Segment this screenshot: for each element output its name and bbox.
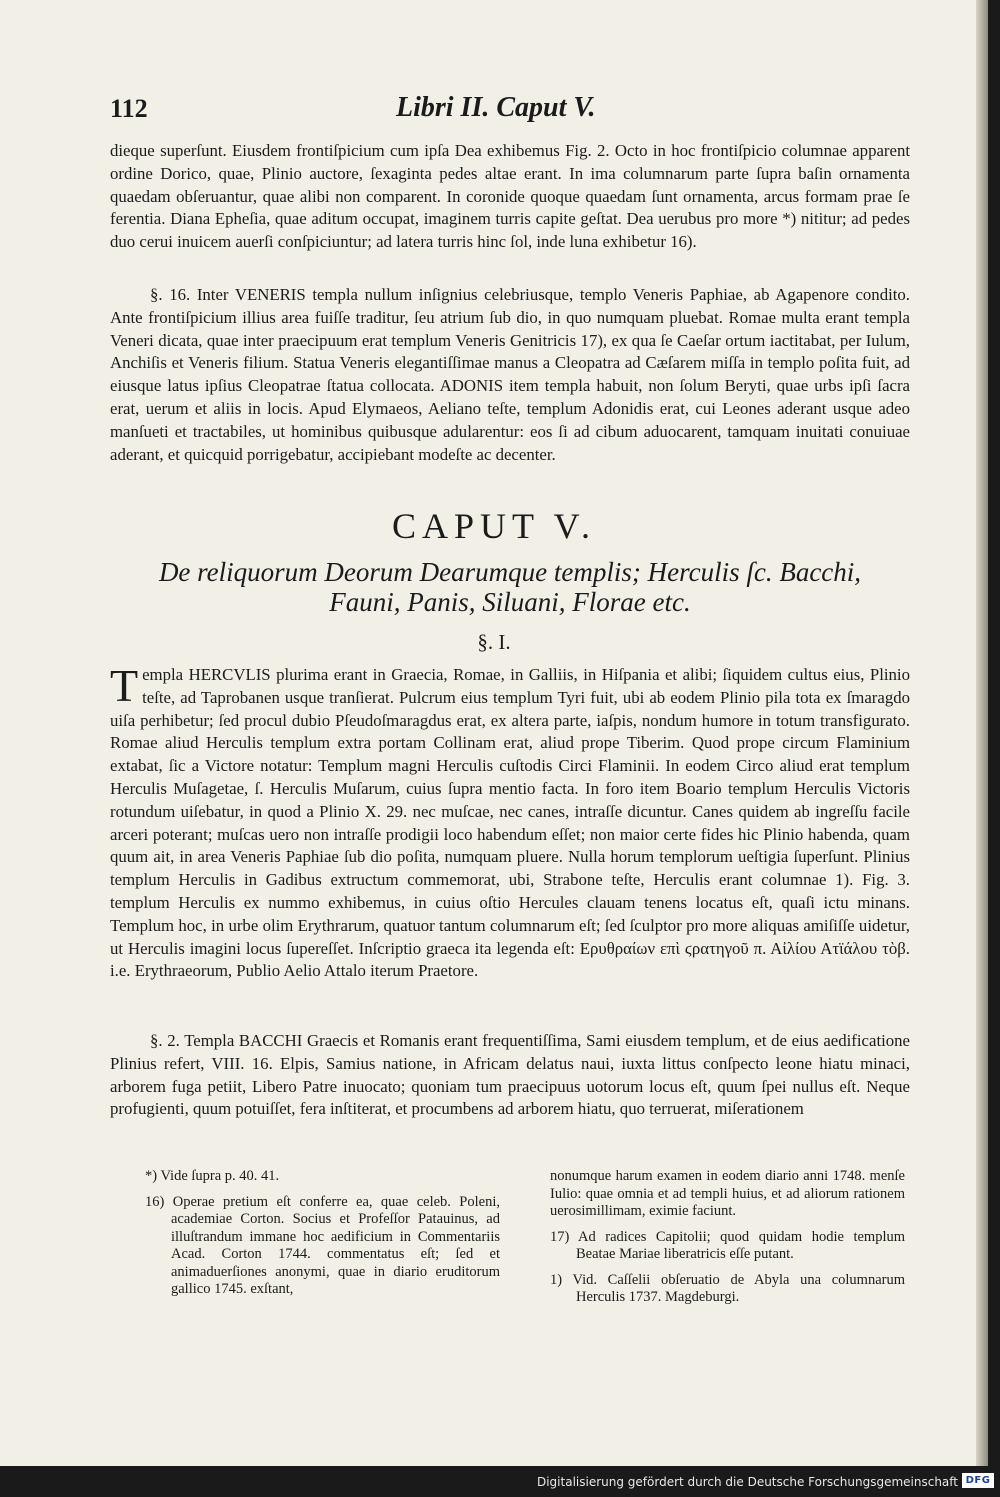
section-1-body bbox=[110, 660, 910, 983]
chapter-subtitle-line-2: Fauni, Panis, Siluani, Florae etc. bbox=[329, 587, 691, 617]
dfg-logo-icon: DFG bbox=[962, 1473, 994, 1488]
footnotes-right-column bbox=[550, 1168, 905, 1315]
footnote-continuation: nonumque harum examen in eodem diario anni 1748. menſe Iulio: quae omnia et ad templi huius, et ad aliorum rationem uerosimillimam, eximie faciunt. bbox=[550, 1168, 905, 1219]
drop-cap: T bbox=[110, 660, 139, 711]
section-mark: §. I. bbox=[477, 630, 511, 654]
page-header bbox=[110, 94, 930, 128]
chapter-subtitle bbox=[110, 557, 910, 617]
chapter-title: CAPUT V. bbox=[391, 506, 597, 546]
paragraph-continuation: dieque superſunt. Eiusdem frontiſpicium cum ipſa Dea exhibemus Fig. 2. Octo in hoc frontiſpicio columnae apparent ordine Dorico, quae, Plinio auctore, ſexaginta pedes altae erant. In ima columnarum parte ſupra baſin ornamenta quaedam obſeruantur, quae alibi non comparent. In coronide quoque quaedam ſunt ornamenta, arcus formam prae ſe ferentia. Diana Epheſia, quae aditum occupat, imaginem turris capite geſtat. Dea uerubus pro more *) nititur; ad pedes duo cerui inuicem auerſi conſpiciuntur; ad latera turris hinc ſol, inde luna exhibetur 16). bbox=[110, 141, 910, 252]
footnote: 17) Ad radices Capitolii; quod quidam hodie templum Beatae Mariae liberatricis eſſe putant. bbox=[550, 1228, 905, 1262]
footer-bar bbox=[0, 1466, 1000, 1497]
footnote: 16) Operae pretium eſt conferre ea, quae celeb. Poleni, academiae Corton. Socius et Profeſſor Patauinus, ad illuſtrandum immane hoc aedificium in Commentariis Acad. Corton 1744. commentatus eſt; ſed et animaduerſiones anonymi, quae in diario eruditorum gallico 1745. exſtant, bbox=[145, 1193, 500, 1297]
section-2-body: §. 2. Templa BACCHI Graecis et Romanis erant frequentiſſima, Sami eiusdem templum, et de eius aedificatione Plinius refert, VIII. 16. Elpis, Samius natione, in Africam delatus naui, iuxta littus conſpecto leone hiatu minaci, arborem fuga petiit, Libero Patre inuocato; quoniam tum praecipuus uotorum locus eſt, quum ſpei nullus eſt. Neque profugienti, quum potuiſſet, fera inſtiterat, et procumbens ad arborem hiatu, quo terruerat, miſerationem bbox=[110, 1031, 910, 1119]
page-number: 112 bbox=[110, 94, 148, 123]
funding-credit: Digitalisierung gefördert durch die Deutsche Forschungsgemeinschaft bbox=[536, 1475, 958, 1489]
footnote: 1) Vid. Caſſelii obſeruatio de Abyla una columnarum Herculis 1737. Magdeburgi. bbox=[550, 1271, 905, 1305]
section-1-text: empla HERCVLIS plurima erant in Graecia, Romae, in Galliis, in Hiſpania et alibi; ſiquidem cultus eius, Plinio teſte, ad Taprobanen usque tranſierat. Pulcrum eius templum Tyri fuit, ubi ab eodem Plinio pila tota ex ſmaragdo uiſa perhibetur; ſed procul dubio Pſeudoſmaragdus erat, ex altera parte, iaſpis, nondum humore in totum transfigurato. Romae aliud Herculis templum extra portam Collinam erat, aliud prope Tiberim. Quod prope circum Flaminium extabat, ſic a Victore notatur: Templum magni Herculis cuſtodis Circi Flaminii. In eodem Circo aliud erat templum Herculis Muſagetae, ſ. Herculis Muſarum, cuius ſupra mentio facta. In foro item Boario templum Herculis Victoris rotundum uiſebatur, in quod a Plinio X. 29. nec muſcae, nec canes, intraſſe dicuntur. Canes quidem ab ingreſſu facile arceri poterant; muſcas uero non intraſſe prodigii loco habendum eſſet; non maior certe fides hic Plinio habenda, quam quum ait, in area Veneris Paphiae ſub dio poſita, numquam pluere. Nulla horum templorum ueſtigia ſuperſunt. Plinius templum Herculis in Gadibus extructum commemorat, ubi, Strabone teſte, Herculis erant columnae 1). Fig. 3. templum Herculis ex nummo exhibemus, in cuius oſtio Hercules clauam tenens locatus eſt, quaſi ictu minans. Templum hoc, in urbe olim Erythrarum, quatuor tantum columnarum eſt; ſed ſculptor pro more aliquas amiſiſſe uidetur, ut Herculis imagini locus ſupereſſet. Inſcriptio graeca ita legenda eſt: Ερυθραίων επὶ ϛρατηγοῦ π. Αἰλίου Ατϊάλου τὸβ. i.e. Erythraeorum, Publio Aelio Attalo iterum Praetore. bbox=[110, 665, 910, 981]
paragraph-section-16: §. 16. Inter VENERIS templa nullum inſignius celebriusque, templo Veneris Paphiae, ab Agapenore condito. Ante frontiſpicium illius area fuiſſe traditur, ſeu atrium ſub dio, in quo numquam pluebat. Romae multa erant templa Veneri dicata, quae inter praecipuum erat templum Veneris Genitricis 17), ex qua ſe Caeſar ortum iactitabat, per Iulum, Anchiſis et Veneris filium. Statua Veneris elegantiſſimae manus a Cleopatra ad Cæſarem miſſa in templo poſita fuit, ad eiusque latus ipſius Cleopatrae ſtatua collocata. ADONIS item templa habuit, non ſolum Beryti, quae urbs ipſi ſacra erat, uerum et aliis in locis. Apud Elymaeos, Aeliano teſte, templum Adonidis erat, cui Leones aderant usque adeo manſueti et tractabiles, ut hominibus quibusque adularentur: eos ſi ad cibum aduocarent, tamquam inuitati conuiuae aderant, et quicquid porrigebatur, accipiebant modeſte ac decenter. bbox=[110, 285, 910, 464]
running-title: Libri II. Caput V. bbox=[396, 92, 596, 123]
chapter-subtitle-line-1: De reliquorum Deorum Dearumque templis; Herculis ſc. Bacchi, bbox=[158, 557, 862, 587]
footnotes-left-column bbox=[145, 1168, 500, 1307]
footnote: *) Vide ſupra p. 40. 41. bbox=[145, 1168, 280, 1184]
page-edge bbox=[976, 0, 988, 1466]
